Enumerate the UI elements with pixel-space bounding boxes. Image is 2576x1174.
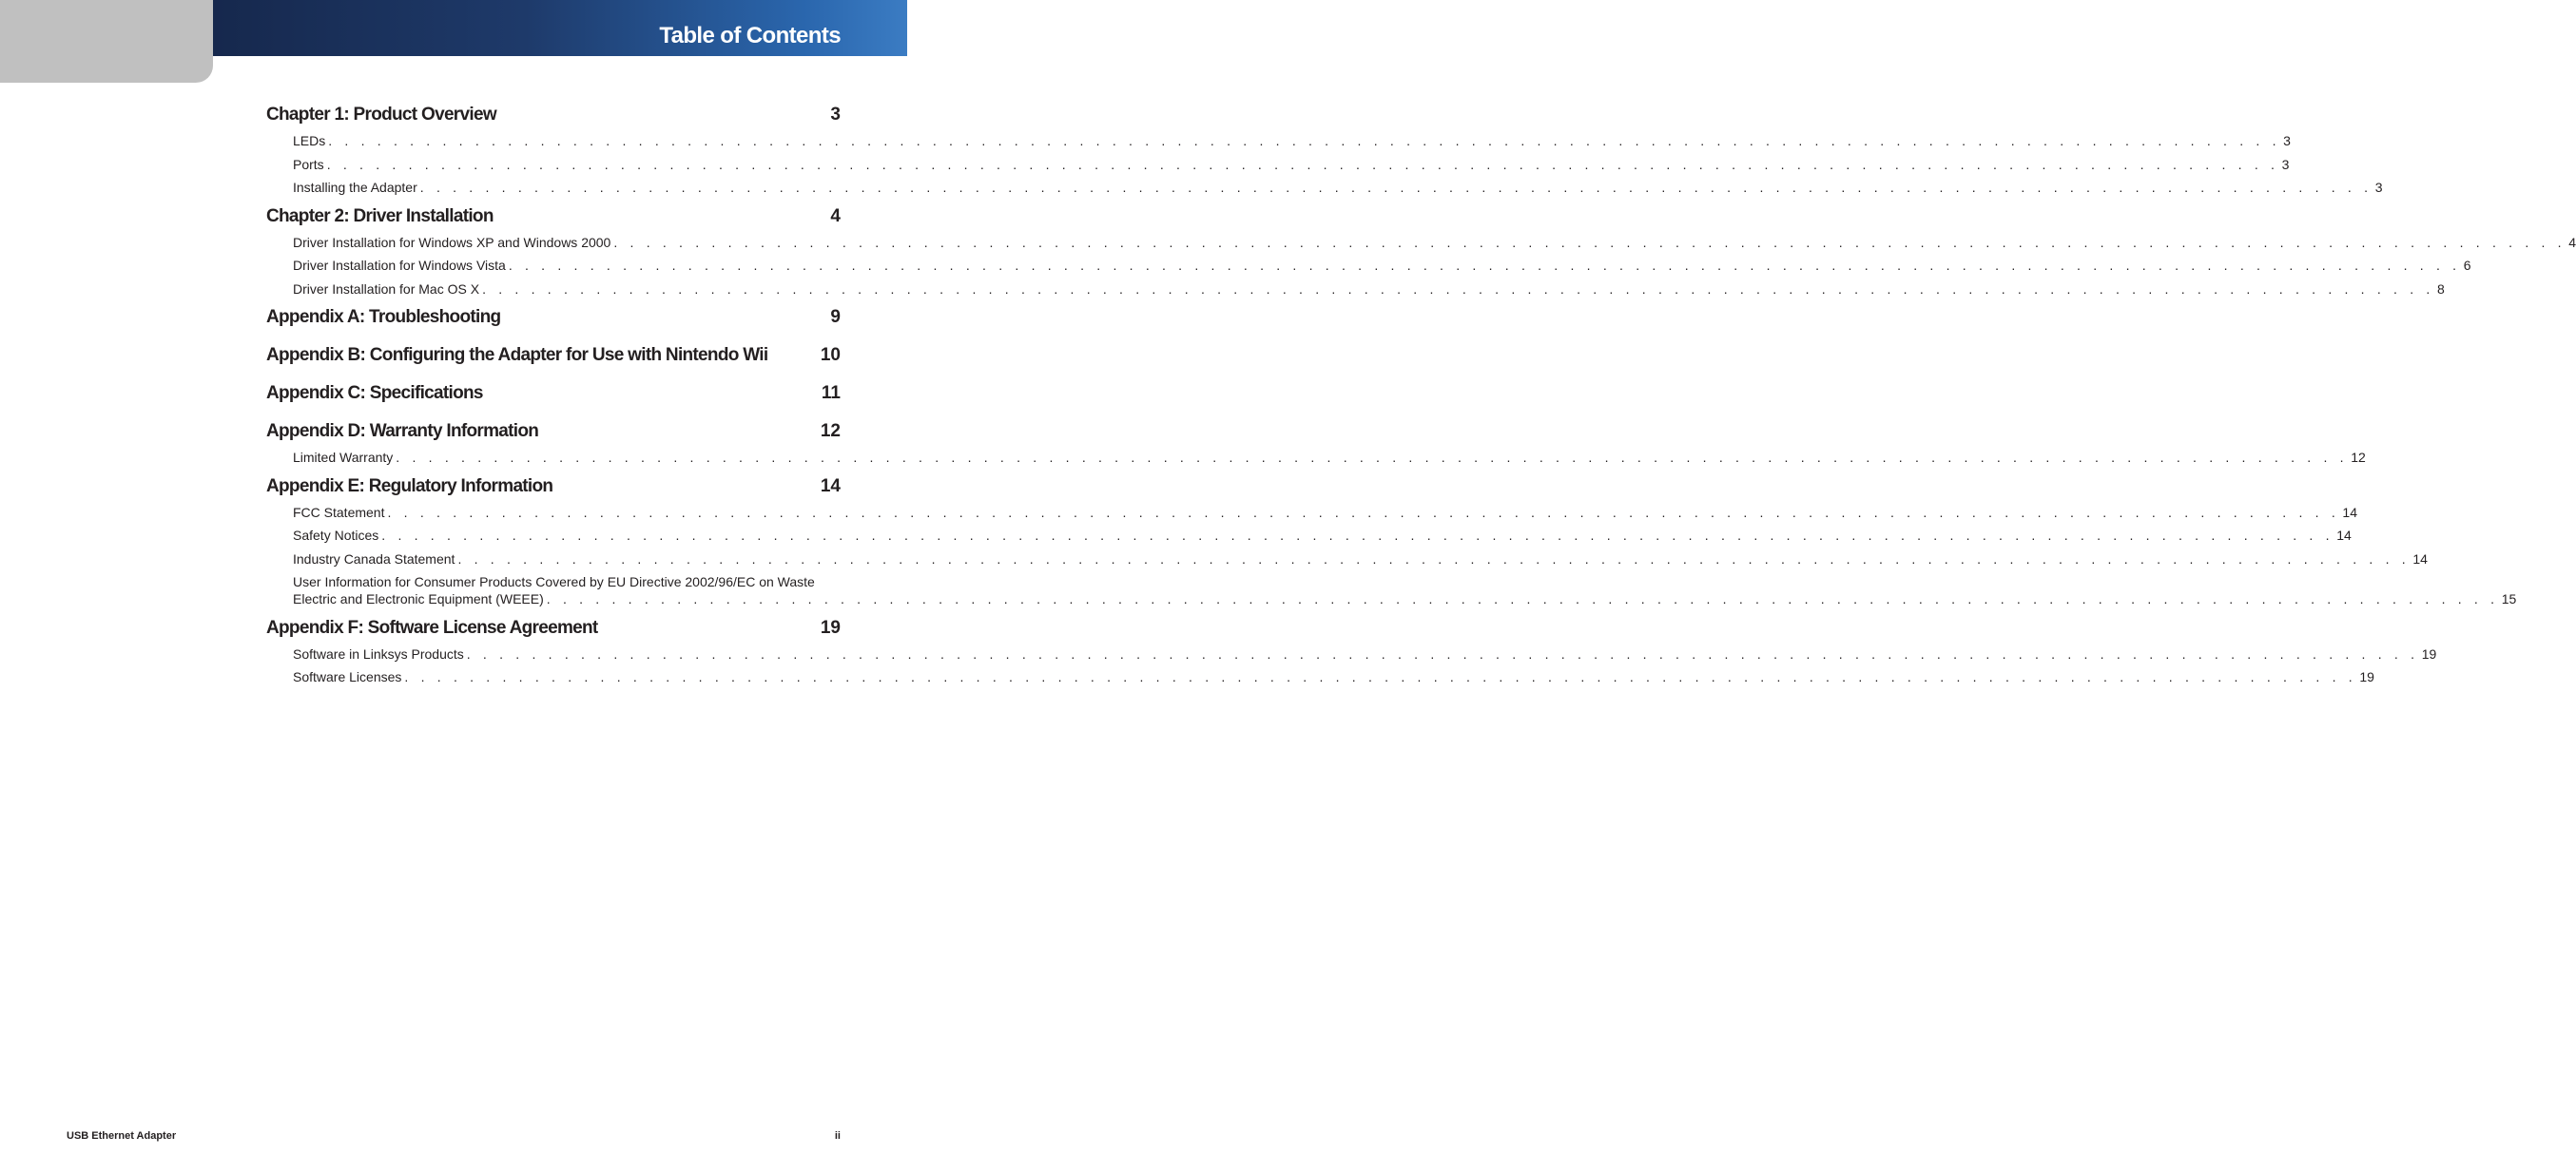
toc-entry[interactable]: [293, 280, 2445, 298]
toc-entry[interactable]: [293, 573, 2517, 607]
toc-chapter-page: 4: [830, 205, 841, 226]
dot-leader: . . . . . . . . . . . . . . . . . . . . . . . . . . . . . . . . . . . . . . . . . . . . . . . . . . . . . . . . . . . . . . . . . . . . . . . . . . . . . . . . . . . . . . . . . . . . . . . . . . . . . . . . . . . . . . . . . . . . . . . .: [387, 504, 2340, 520]
toc-chapter[interactable]: [266, 472, 841, 501]
toc-entry-page: 19: [2359, 669, 2374, 684]
dot-leader: . . . . . . . . . . . . . . . . . . . . . . . . . . . . . . . . . . . . . . . . . . . . . . . . . . . . . . . . . . . . . . . . . . . . . . . . . . . . . . . . . . . . . . . . . . . . . . . . . . . . . . . . . . . . . . . . . . . . . . . .: [419, 180, 2373, 195]
toc-entry-title: Ports: [293, 156, 324, 172]
toc-entry-title: Installing the Adapter: [293, 180, 417, 195]
toc-entry-page: 19: [2421, 645, 2437, 662]
toc-entry-list: [266, 132, 2383, 196]
toc-chapter-title: Chapter 1: Product Overview: [266, 105, 496, 125]
dot-leader: . . . . . . . . . . . . . . . . . . . . . . . . . . . . . . . . . . . . . . . . . . . . . . . . . . . . . . . . . . . . . . . . . . . . . . . . . . . . . . . . . . . . . . . . . . . . . . . . . . . . . . . . . . . . . . . . . . . . . . . .: [508, 258, 2461, 273]
toc-entry-title: Limited Warranty: [293, 450, 394, 465]
toc-entry[interactable]: [293, 668, 2374, 685]
toc-entry-title: Driver Installation for Windows Vista: [293, 258, 506, 273]
toc-entry-title: Driver Installation for Mac OS X: [293, 280, 480, 297]
toc-entry[interactable]: [293, 645, 2437, 663]
toc-entry-page: 8: [2437, 280, 2445, 297]
table-of-contents: [266, 101, 2576, 692]
toc-entry-list: [266, 234, 2576, 298]
toc-entry-list: [266, 645, 2437, 686]
toc-chapter[interactable]: [266, 417, 841, 446]
dot-leader: . . . . . . . . . . . . . . . . . . . . . . . . . . . . . . . . . . . . . . . . . . . . . . . . . . . . . . . . . . . . . . . . . . . . . . . . . . . . . . . . . . . . . . . . . . . . . . . . . . . . . . . . . . . . . . . . . . . . . . . .: [613, 234, 2566, 250]
dot-leader: . . . . . . . . . . . . . . . . . . . . . . . . . . . . . . . . . . . . . . . . . . . . . . . . . . . . . . . . . . . . . . . . . . . . . . . . . . . . . . . . . . . . . . . . . . . . . . . . . . . . . . . . . . . . . . . . . . . . . . . .: [381, 528, 2334, 543]
toc-entry[interactable]: [293, 156, 2290, 173]
toc-entry-page: 4: [2568, 234, 2576, 250]
dot-leader: . . . . . . . . . . . . . . . . . . . . . . . . . . . . . . . . . . . . . . . . . . . . . . . . . . . . . . . . . . . . . . . . . . . . . . . . . . . . . . . . . . . . . . . . . . . . . . . . . . . . . . . . . . . . . . . . . . . . . . . .: [457, 550, 2411, 567]
toc-entry-page: 6: [2463, 258, 2471, 273]
toc-chapter-title: Appendix A: Troubleshooting: [266, 307, 501, 327]
dot-leader: . . . . . . . . . . . . . . . . . . . . . . . . . . . . . . . . . . . . . . . . . . . . . . . . . . . . . . . . . . . . . . . . . . . . . . . . . . . . . . . . . . . . . . . . . . . . . . . . . . . . . . . . . . . . . . . . . . . . . . . .: [546, 591, 2499, 606]
toc-chapter-title: Appendix E: Regulatory Information: [266, 475, 553, 496]
toc-chapter[interactable]: [266, 202, 841, 231]
dot-leader: . . . . . . . . . . . . . . . . . . . . . . . . . . . . . . . . . . . . . . . . . . . . . . . . . . . . . . . . . . . . . . . . . . . . . . . . . . . . . . . . . . . . . . . . . . . . . . . . . . . . . . . . . . . . . . . . . . . . . . . .: [466, 645, 2419, 662]
toc-chapter-title: Appendix C: Specifications: [266, 383, 483, 403]
toc-chapter-title: Appendix B: Configuring the Adapter for Use with Nintendo Wii: [266, 345, 768, 365]
toc-chapter[interactable]: [266, 379, 841, 408]
toc-entry-page: 14: [2412, 550, 2428, 567]
toc-entry[interactable]: [293, 527, 2352, 544]
dot-leader: . . . . . . . . . . . . . . . . . . . . . . . . . . . . . . . . . . . . . . . . . . . . . . . . . . . . . . . . . . . . . . . . . . . . . . . . . . . . . . . . . . . . . . . . . . . . . . . . . . . . . . . . . . . . . . . . . . . . . . . .: [404, 669, 2357, 684]
footer-product-name: USB Ethernet Adapter: [67, 1130, 177, 1142]
page-title: Table of Contents: [659, 23, 841, 48]
footer-page-number: ii: [834, 1130, 841, 1142]
toc-chapter-title: Chapter 2: Driver Installation: [266, 205, 494, 226]
toc-chapter-page: 3: [830, 105, 841, 125]
toc-entry-title: Software in Linksys Products: [293, 645, 464, 662]
toc-entry[interactable]: [293, 132, 2291, 149]
toc-entry-page: 14: [2336, 528, 2352, 543]
header-gray-tab: [0, 0, 213, 83]
toc-entry-list: [266, 504, 2517, 608]
toc-entry-page: 12: [2351, 450, 2366, 465]
toc-entry-title: Software Licenses: [293, 669, 402, 684]
toc-chapter-page: 10: [820, 345, 841, 365]
toc-entry-list: [266, 449, 2366, 466]
toc-chapter-title: Appendix D: Warranty Information: [266, 421, 539, 441]
toc-entry-title: Industry Canada Statement: [293, 550, 455, 567]
toc-chapter-page: 12: [820, 421, 841, 441]
toc-entry[interactable]: [293, 179, 2383, 196]
toc-entry-title: FCC Statement: [293, 504, 385, 520]
toc-chapter[interactable]: [266, 101, 841, 129]
toc-entry-title: Driver Installation for Windows XP and Windows 2000: [293, 234, 611, 250]
toc-chapter[interactable]: [266, 341, 841, 370]
toc-chapter-title: Appendix F: Software License Agreement: [266, 617, 598, 638]
toc-chapter-page: 9: [830, 307, 841, 327]
toc-chapter[interactable]: [266, 614, 841, 643]
toc-entry[interactable]: [293, 504, 2357, 521]
toc-entry-title: Safety Notices: [293, 528, 379, 543]
toc-entry[interactable]: [293, 257, 2471, 274]
toc-entry[interactable]: [293, 550, 2428, 568]
toc-entry-page: 3: [2281, 156, 2290, 172]
dot-leader: . . . . . . . . . . . . . . . . . . . . . . . . . . . . . . . . . . . . . . . . . . . . . . . . . . . . . . . . . . . . . . . . . . . . . . . . . . . . . . . . . . . . . . . . . . . . . . . . . . . . . . . . . . . . . . . . . . . . . . . .: [482, 280, 2434, 297]
toc-chapter[interactable]: [266, 303, 841, 332]
toc-chapter-page: 19: [820, 617, 841, 638]
dot-leader: . . . . . . . . . . . . . . . . . . . . . . . . . . . . . . . . . . . . . . . . . . . . . . . . . . . . . . . . . . . . . . . . . . . . . . . . . . . . . . . . . . . . . . . . . . . . . . . . . . . . . . . . . . . . . . . . . . . . . . . .: [326, 156, 2279, 172]
toc-entry[interactable]: [293, 234, 2576, 251]
dot-leader: . . . . . . . . . . . . . . . . . . . . . . . . . . . . . . . . . . . . . . . . . . . . . . . . . . . . . . . . . . . . . . . . . . . . . . . . . . . . . . . . . . . . . . . . . . . . . . . . . . . . . . . . . . . . . . . . . . . . . . . .: [396, 450, 2349, 465]
toc-chapter-page: 14: [820, 475, 841, 496]
toc-entry-page: 3: [2283, 133, 2291, 148]
dot-leader: . . . . . . . . . . . . . . . . . . . . . . . . . . . . . . . . . . . . . . . . . . . . . . . . . . . . . . . . . . . . . . . . . . . . . . . . . . . . . . . . . . . . . . . . . . . . . . . . . . . . . . . . . . . . . . . . . . . . . . . .: [328, 133, 2281, 148]
header-bar: [213, 0, 907, 56]
toc-entry-title-continued: Electric and Electronic Equipment (WEEE): [293, 591, 544, 606]
toc-entry-page: 15: [2501, 591, 2517, 606]
toc-entry-title: User Information for Consumer Products Covered by EU Directive 2002/96/EC on Waste: [293, 574, 815, 589]
toc-entry[interactable]: [293, 449, 2366, 466]
toc-entry-page: 14: [2342, 504, 2357, 520]
toc-entry-page: 3: [2374, 180, 2383, 195]
toc-entry-title: LEDs: [293, 133, 326, 148]
toc-chapter-page: 11: [821, 383, 841, 403]
